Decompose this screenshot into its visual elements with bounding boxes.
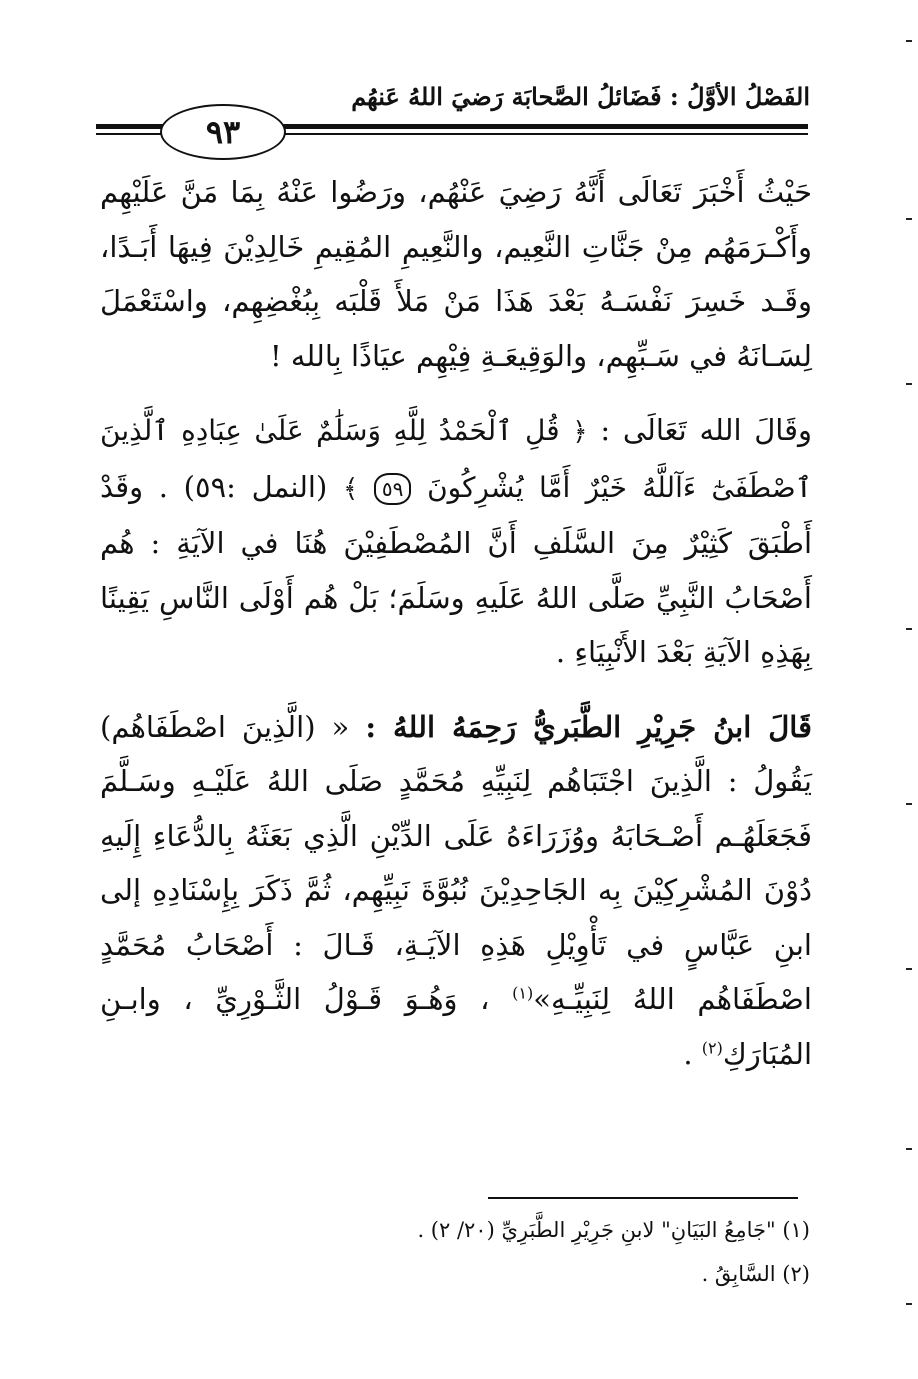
paragraph-2-rest: وقَدْ أَطْبَقَ كَثِيْرٌ مِنَ السَّلَفِ أَنَّ المُصْطَفِيْنَ هُنَا في الآيَةِ : هُم أَصْحَابُ النَّبِيِّ صَلَّى اللهُ عَلَيهِ وسَلَمَ؛ بَلْ هُم أَوْلَى النَّاسِ يَقِينًا بِهَذِهِ الآيَةِ بَعْدَ الأَنْبِيَاءِ . — [100, 469, 812, 669]
margin-tick — [906, 628, 912, 630]
quran-verse: قُلِ ٱلْحَمْدُ لِلَّهِ وَسَلَٰمٌ عَلَىٰ عِبَادِهِ ٱلَّذِينَ ٱصْطَفَىٰٓ ءَآللَّهُ خَيْرٌ أَمَّا يُشْرِكُونَ — [100, 414, 813, 504]
footnote-ref-2: (٢) — [701, 1037, 723, 1057]
paragraph-2-intro: وقَالَ الله تَعَالَى : — [600, 413, 813, 447]
footnote-rule — [488, 1197, 798, 1199]
margin-tick — [906, 1148, 912, 1150]
margin-tick — [906, 1303, 912, 1305]
margin-tick — [906, 40, 912, 42]
paragraph-2 — [100, 403, 812, 680]
paragraph-1: حَيْثُ أَخْبَرَ تَعَالَى أَنَّهُ رَضِيَ عَنْهُم، ورَضُوا عَنْهُ بِمَا مَنَّ عَلَيْهِم وأَكْـرَمَهُم مِنْ جَنَّاتِ النَّعِيم، والنَّعِيمِ المُقِيمِ خَالِدِيْنَ فِيهَا أَبَـدًا، وقَـد خَسِرَ نَفْسَـهُ بَعْدَ هَذَا مَنْ مَلأَ قَلْبَه بِبُغْضِهِم، واسْتَعْمَلَ لِسَـانَهُ في سَـبِّهِم، والوَقِيعَـةِ فِيْهِم عيَاذًا بِالله ! — [100, 175, 812, 373]
verse-number-medallion: ٥٩ — [374, 473, 411, 505]
paragraph-3-end: . — [683, 1036, 693, 1071]
paragraph-3-mid: ، وَهُـوَ قَـوْلُ الثَّـوْرِيِّ ، وابـنِ المُبَارَكِ — [100, 982, 812, 1071]
paragraph-3 — [100, 700, 812, 1082]
margin-tick — [906, 383, 912, 385]
page-number: ٩٣ — [160, 104, 286, 160]
margin-tick — [906, 968, 912, 970]
margin-tick — [906, 803, 912, 805]
tabari-quote: « (الَّذِينَ اصْطَفَاهُم) يَقُولُ : الَّذِينَ اجْتَبَاهُم لِنَبِيِّهِ مُحَمَّدٍ صَلَى اللهُ عَلَيْـهِ وسَـلَّمَ فَجَعَلَهُـم أَصْـحَابَهُ ووُزَرَاءَهُ عَلَى الدِّيْنِ الَّذِي بَعَثَهُ بِالدُّعَاءِ إِلَيهِ دُوْنَ المُشْرِكِيْنَ بِه الجَاحِدِيْنَ نُبُوَّةَ نَبِيِّهِم، ثُمَّ ذَكَرَ بِإِسْنَادِهِ إلى ابنِ عَبَّاسٍ في تَأْوِيْلِ هَذِهِ الآيَـةِ، قَـالَ : أَصْحَابُ مُحَمَّدٍ اصْطَفَاهُم اللهُ لِنَبِيِّـهِ» — [100, 709, 812, 1016]
quote-lead: قَالَ ابنُ جَرِيْرِ الطَّبَريُّ رَحِمَهُ اللهُ : — [365, 709, 812, 744]
footnote-2: (٢) السَّابِقُ . — [701, 1262, 810, 1286]
footnote-ref-1: (١) — [512, 983, 534, 1003]
margin-tick — [906, 218, 912, 220]
verse-reference: (النمل :٥٩) . — [158, 469, 328, 504]
ornate-bracket-close: ﴾ — [342, 473, 359, 504]
running-title: الفَصْلُ الأوَّلُ : فَضَائلُ الصَّحابَة رَضيَ اللهُ عَنهُم — [351, 82, 810, 111]
footnote-1: (١) "جَامِعُ البَيَانِ" لابنِ جَرِيْرِ الطَّبَرِيِّ (٢٠/ ٢) . — [417, 1218, 810, 1242]
footnotes — [120, 1208, 810, 1296]
ornate-bracket-open: ﴿ — [572, 417, 588, 447]
main-text — [100, 165, 812, 1081]
